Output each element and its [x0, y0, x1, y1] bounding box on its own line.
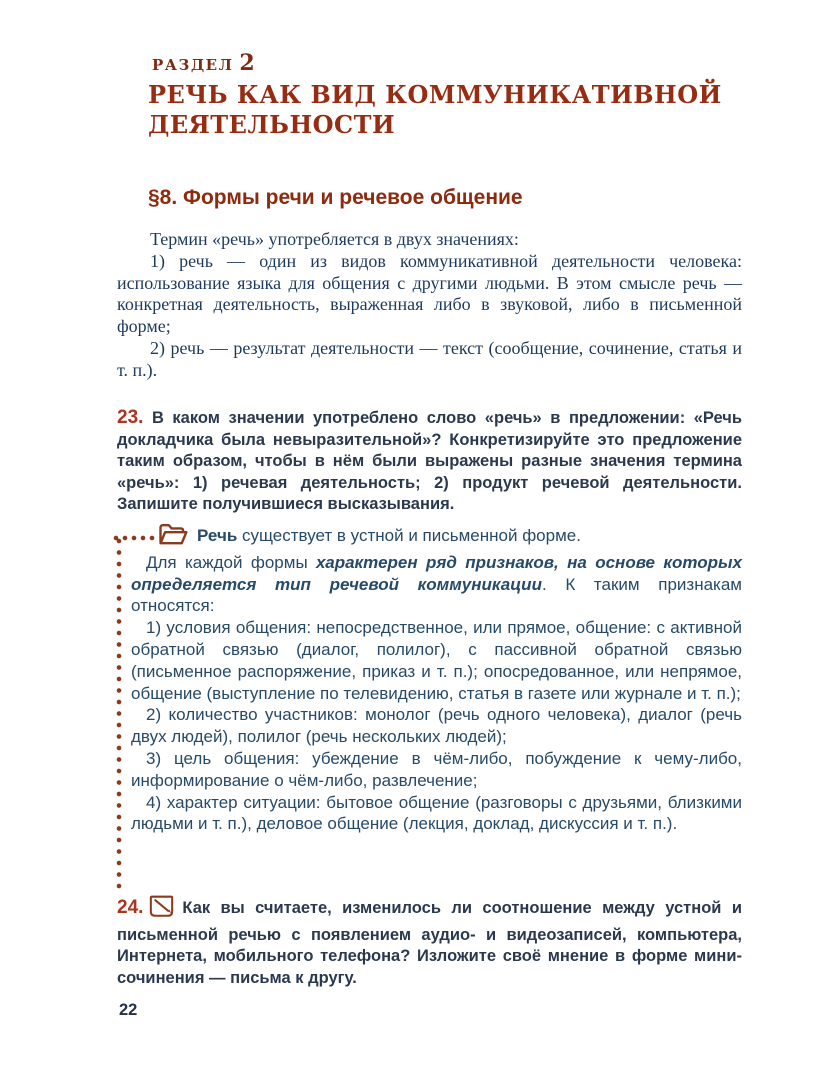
exercise-24-number: 24.	[117, 897, 144, 918]
theory-content	[131, 522, 742, 835]
theory-paragraph-text: . К таким признакам относятся:	[131, 574, 742, 616]
exercise-23-text: В каком значении употреблено слово «речь» в предложении: «Речь докладчика была невыразительной»? Конкретизируйте это предложение таким образом, чтобы в нём были выражены разные значения термина «речь»: 1) речевая деятельность; 2) продукт речевой деятельности. Запишите получившиеся высказывания.	[117, 409, 742, 514]
theory-paragraph-emphasis: характерен ряд признаков, на основе которых определяется тип речевой коммуникации	[131, 552, 742, 594]
exercise-24	[117, 894, 742, 989]
intro-paragraph: Термин «речь» употребляется в двух значениях:	[150, 229, 519, 249]
theory-item: 3) цель общения: убеждение в чём-либо, побуждение к чему-либо, информирование о чём-либо, развлечение;	[131, 748, 742, 790]
theory-item: 1) условия общения: непосредственное, или прямое, общение: с активной обратной связью (диалог, полилог), с пассивной обратной связью (письменное распоряжение, приказ и т. п.); опосредованное, или непрямое, общение (выступление по телевидению, статья в газете или журнале и т. п.);	[131, 618, 742, 703]
dotted-border-vertical	[116, 538, 122, 890]
exercise-23-paragraph	[117, 407, 742, 516]
paragraph-heading: §8. Формы речи и речевое общение	[148, 186, 523, 209]
intro-text-block	[117, 229, 742, 382]
theory-lead-bold: Речь	[197, 526, 238, 545]
folder-icon	[157, 522, 188, 552]
chapter-title: РЕЧЬ КАК ВИД КОММУНИКАТИВНОЙ ДЕЯТЕЛЬНОСТИ	[148, 80, 722, 139]
exercise-24-text: Как вы считаете, изменилось ли соотношение между устной и письменной речью с появлением аудио- и видеозаписей, компьютера, Интернета, мобильного телефона? Изложите своё мнение в форме мини-сочинения — письма к другу.	[117, 899, 742, 987]
intro-paragraph: 1) речь — один из видов коммуникативной деятельности человека: использование языка для общения с другими людьми. В этом смысле речь — конкретная деятельность, выраженная либо в звуковой, либо в письменной форме;	[117, 250, 742, 337]
theory-lead-text: существует в устной и письменной форме.	[237, 526, 581, 545]
theory-paragraph-text: Для каждой формы	[146, 552, 317, 572]
intro-paragraph: 2) речь — результат деятельности — текст (сообщение, сочинение, статья и т. п.).	[117, 337, 742, 380]
writing-exercise-icon	[148, 894, 175, 925]
exercise-24-paragraph	[117, 894, 742, 989]
theory-lead-paragraph	[131, 522, 742, 552]
exercise-23	[117, 407, 742, 516]
section-number: 2	[239, 50, 255, 76]
section-label	[152, 50, 255, 76]
exercise-23-number: 23.	[117, 407, 144, 428]
theory-box	[112, 522, 744, 835]
section-word: РАЗДЕЛ	[152, 56, 234, 74]
theory-item: 4) характер ситуации: бытовое общение (разговоры с друзьями, близкими людьми и т. п.), деловое общение (лекция, доклад, дискуссия и т. п.).	[131, 792, 742, 834]
page-number: 22	[119, 1001, 138, 1019]
theory-paragraph	[131, 552, 742, 617]
theory-item: 2) количество участников: монолог (речь одного человека), диалог (речь двух людей), полилог (речь нескольких людей);	[131, 705, 742, 747]
